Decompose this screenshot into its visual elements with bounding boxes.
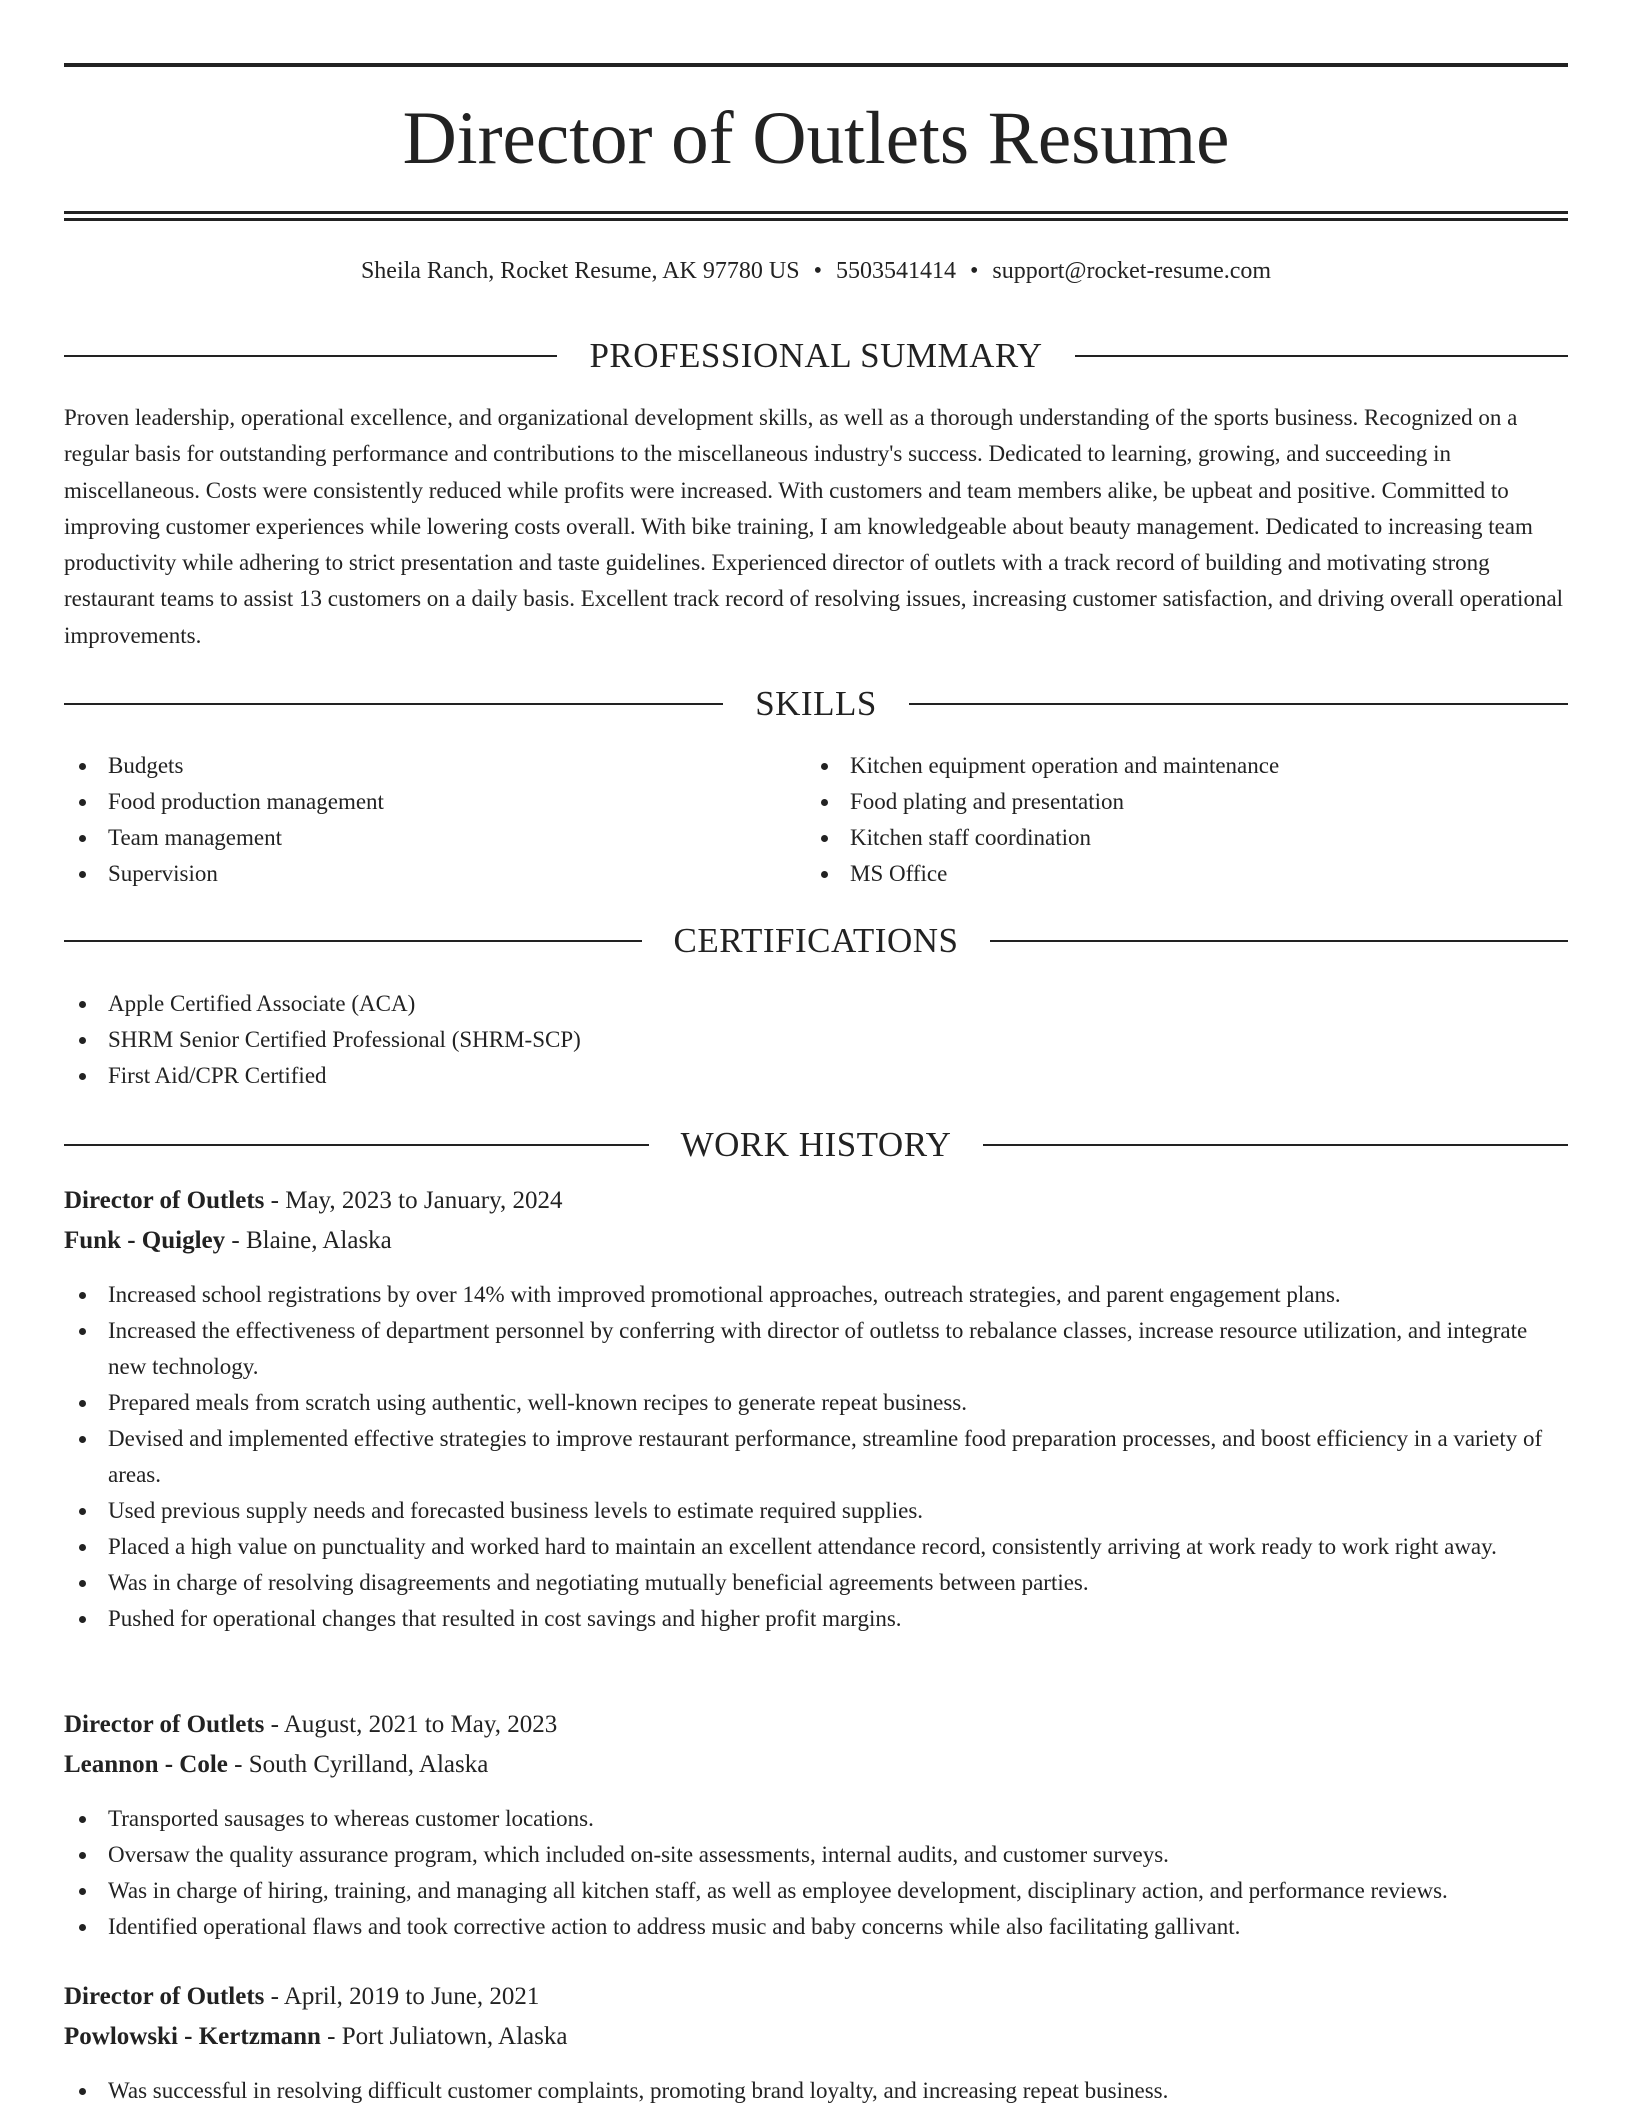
skill-item: Kitchen equipment operation and maintenance xyxy=(806,748,1548,784)
job-dates: - August, 2021 to May, 2023 xyxy=(264,1711,558,1738)
job-company: Leannon - Cole xyxy=(64,1751,228,1778)
certification-item: Apple Certified Associate (ACA) xyxy=(64,986,1568,1022)
job-duty-item: Increased school registrations by over 14% with improved promotional approaches, outreach strategies, and parent engagement plans. xyxy=(64,1277,1568,1313)
job-title: Director of Outlets xyxy=(64,1187,265,1214)
section-header-certifications xyxy=(64,921,1568,961)
divider-line xyxy=(64,940,642,942)
job-duties-list xyxy=(64,2073,1568,2109)
section-header-skills xyxy=(64,684,1568,724)
job-entry xyxy=(64,1705,1568,1945)
job-duty-item: Increased the effectiveness of department personnel by conferring with director of outletss to rebalance classes, increase resource utilization, and integrate new technology. xyxy=(64,1313,1568,1385)
divider-line xyxy=(1075,355,1568,357)
job-duty-item: Devised and implemented effective strategies to improve restaurant performance, streamline food preparation processes, and boost efficiency in a variety of areas. xyxy=(64,1421,1568,1493)
divider-line xyxy=(990,940,1568,942)
contact-email: support@rocket-resume.com xyxy=(992,258,1272,284)
job-duty-item: Was in charge of hiring, training, and managing all kitchen staff, as well as employee development, disciplinary action, and performance reviews. xyxy=(64,1873,1568,1909)
contact-phone: 5503541414 xyxy=(835,258,956,284)
job-duties-list xyxy=(64,1277,1568,1637)
title-bottom-rule xyxy=(64,211,1568,221)
title-block xyxy=(64,63,1568,221)
contact-separator: • xyxy=(813,258,822,284)
skill-item: MS Office xyxy=(806,856,1548,892)
job-company-line xyxy=(64,1221,1568,1261)
job-duty-item: Used previous supply needs and forecasted business levels to estimate required supplies. xyxy=(64,1493,1568,1529)
skills-column-right xyxy=(806,748,1548,892)
job-duty-item: Identified operational flaws and took corrective action to address music and baby concerns while also facilitating gallivant. xyxy=(64,1909,1568,1945)
job-dates: - April, 2019 to June, 2021 xyxy=(264,1983,540,2010)
skill-item: Food plating and presentation xyxy=(806,784,1548,820)
certifications-list xyxy=(64,986,1568,1094)
divider-line xyxy=(64,703,723,705)
skill-item: Team management xyxy=(64,820,806,856)
job-title-line xyxy=(64,1181,1568,1221)
job-title-line xyxy=(64,1705,1568,1745)
section-title-skills: SKILLS xyxy=(755,684,877,723)
divider-line xyxy=(64,1144,649,1146)
section-title-certifications: CERTIFICATIONS xyxy=(673,921,959,960)
job-duty-item: Was in charge of resolving disagreements and negotiating mutually beneficial agreements between parties. xyxy=(64,1565,1568,1601)
section-title-summary: PROFESSIONAL SUMMARY xyxy=(589,336,1043,375)
certification-item: First Aid/CPR Certified xyxy=(64,1058,1568,1094)
skill-item: Budgets xyxy=(64,748,806,784)
job-company: Powlowski - Kertzmann xyxy=(64,2023,321,2050)
divider-line xyxy=(64,355,557,357)
skill-item: Kitchen staff coordination xyxy=(806,820,1548,856)
job-location: - South Cyrilland, Alaska xyxy=(227,1751,489,1778)
job-title: Director of Outlets xyxy=(64,1983,265,2010)
job-entry xyxy=(64,1977,1568,2109)
contact-separator: • xyxy=(969,258,979,284)
job-title: Director of Outlets xyxy=(64,1711,265,1738)
job-location: - Port Juliatown, Alaska xyxy=(320,2023,568,2050)
job-title-line xyxy=(64,1977,1568,2017)
job-location: - Blaine, Alaska xyxy=(225,1227,392,1254)
job-duty-item: Was successful in resolving difficult customer complaints, promoting brand loyalty, and increasing repeat business. xyxy=(64,2073,1568,2109)
contact-line xyxy=(64,255,1568,287)
job-duty-item: Prepared meals from scratch using authentic, well-known recipes to generate repeat business. xyxy=(64,1385,1568,1421)
skills-list xyxy=(64,748,1568,892)
job-duty-item: Transported sausages to whereas customer locations. xyxy=(64,1801,1568,1837)
job-duty-item: Oversaw the quality assurance program, which included on-site assessments, internal audits, and customer surveys. xyxy=(64,1837,1568,1873)
job-duty-item: Placed a high value on punctuality and worked hard to maintain an excellent attendance record, consistently arriving at work ready to work right away. xyxy=(64,1529,1568,1565)
skill-item: Food production management xyxy=(64,784,806,820)
job-duty-item: Pushed for operational changes that resulted in cost savings and higher profit margins. xyxy=(64,1601,1568,1637)
section-title-work: WORK HISTORY xyxy=(680,1125,952,1164)
section-header-summary xyxy=(64,336,1568,376)
job-company-line xyxy=(64,1745,1568,1785)
job-entry xyxy=(64,1181,1568,1637)
certification-item: SHRM Senior Certified Professional (SHRM-SCP) xyxy=(64,1022,1568,1058)
skills-column-left xyxy=(64,748,806,892)
page-title: Director of Outlets Resume xyxy=(402,97,1230,180)
professional-summary-text: Proven leadership, operational excellence, and organizational development skills, as well as a thorough understanding of the sports business. Recognized on a regular basis for outstanding performance and contributions to the miscellaneous industry's success. Dedicated to learning, growing, and succeeding in miscellaneous. Costs were consistently reduced while profits were increased. With customers and team members alike, be upbeat and positive. Committed to improving customer experiences while lowering costs overall. With bike training, I am knowledgeable about beauty management. Dedicated to increasing team productivity while adhering to strict presentation and taste guidelines. Experienced director of outlets with a track record of building and motivating strong restaurant teams to assist 13 customers on a daily basis. Excellent track record of resolving issues, increasing customer satisfaction, and driving overall operational improvements. xyxy=(64,405,1564,648)
job-company-line xyxy=(64,2017,1568,2057)
job-dates: - May, 2023 to January, 2024 xyxy=(264,1187,563,1214)
divider-line xyxy=(909,703,1568,705)
divider-line xyxy=(983,1144,1568,1146)
job-company: Funk - Quigley xyxy=(64,1227,226,1254)
contact-address: Sheila Ranch, Rocket Resume, AK 97780 US xyxy=(360,258,800,284)
section-header-work xyxy=(64,1125,1568,1165)
job-duties-list xyxy=(64,1801,1568,1945)
skill-item: Supervision xyxy=(64,856,806,892)
